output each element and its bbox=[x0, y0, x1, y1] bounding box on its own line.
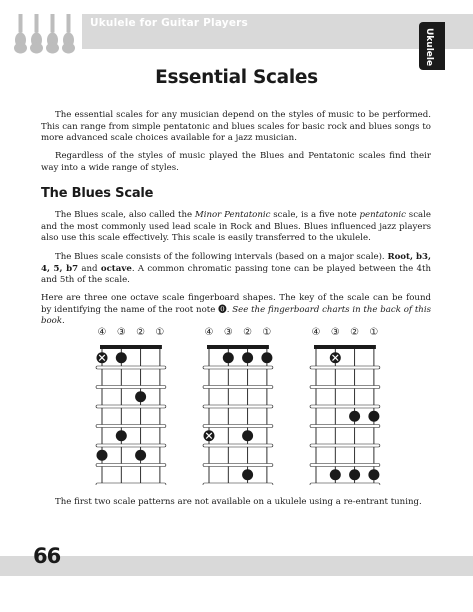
ukulele-icon bbox=[31, 14, 43, 53]
fret-line bbox=[203, 386, 273, 389]
nut-line bbox=[100, 345, 162, 349]
string-number-label: ① bbox=[369, 327, 379, 338]
scale-note-dot bbox=[116, 430, 127, 441]
fret-line bbox=[96, 366, 166, 369]
fret-line bbox=[96, 464, 166, 467]
fret-line bbox=[310, 386, 380, 389]
ukulele-icon bbox=[15, 14, 27, 53]
scale-note-dot bbox=[135, 450, 146, 461]
fret-line bbox=[203, 366, 273, 369]
string-number-label: ③ bbox=[116, 327, 126, 338]
ukulele-icons bbox=[12, 14, 82, 54]
fret-line bbox=[203, 405, 273, 408]
intro-paragraph-1: The essential scales for any musician depend on the styles of music to be performed. This can range from simple pentatonic and blues scales for basic rock and blues songs to more advanced scale choices available for a jazz musician. bbox=[41, 110, 431, 144]
ukulele-icon bbox=[47, 14, 59, 53]
string-number-label: ② bbox=[136, 327, 146, 338]
string-number-label: ① bbox=[262, 327, 272, 338]
footnote: The first two scale patterns are not available on a ukulele using a re-entrant tuning. bbox=[55, 497, 422, 507]
scale-note-dot bbox=[242, 430, 253, 441]
scale-note-dot bbox=[242, 352, 253, 363]
section-heading: The Blues Scale bbox=[41, 186, 154, 201]
string-number-label: ④ bbox=[311, 327, 321, 338]
fret-line bbox=[96, 405, 166, 408]
scale-note-dot bbox=[368, 469, 379, 480]
string-number-label: ② bbox=[243, 327, 253, 338]
fret-line bbox=[310, 464, 380, 467]
fret-line bbox=[310, 425, 380, 428]
ukulele-icon bbox=[63, 14, 75, 53]
scale-note-dot bbox=[330, 469, 341, 480]
string-number-label: ④ bbox=[204, 327, 214, 338]
page-title: Essential Scales bbox=[155, 67, 318, 88]
blues-paragraph-1: The Blues scale, also called the Minor Pentatonic scale, is a five note pentatonic scale and the most commonly used lead scale in Rock and Blues. Blues influenced jazz players also use this scale effectively. This scale is easily transferred to the ukulele. bbox=[41, 210, 431, 244]
nut-line bbox=[207, 345, 269, 349]
scale-note-dot bbox=[261, 352, 272, 363]
scale-note-dot bbox=[349, 469, 360, 480]
chapter-tab bbox=[419, 22, 445, 70]
fret-line bbox=[96, 483, 166, 485]
scale-note-dot bbox=[135, 391, 146, 402]
blues-paragraph-3: Here are three one octave scale fingerboard shapes. The key of the scale can be found by identifying the name of the root note ⓿. See the fingerboard charts in the back of this book. bbox=[41, 293, 431, 327]
fret-line bbox=[203, 444, 273, 447]
chapter-tab-label: Ukulele bbox=[424, 28, 434, 67]
fret-line bbox=[310, 483, 380, 485]
header-title: Ukulele for Guitar Players bbox=[90, 17, 248, 29]
intro-paragraph-2: Regardless of the styles of music played the Blues and Pentatonic scales find their way into a wide range of styles. bbox=[41, 151, 431, 173]
footer-band bbox=[0, 556, 473, 576]
fret-line bbox=[96, 444, 166, 447]
scale-note-dot bbox=[242, 469, 253, 480]
fret-line bbox=[203, 464, 273, 467]
string-number-label: ① bbox=[155, 327, 165, 338]
fret-line bbox=[203, 483, 273, 485]
scale-note-dot bbox=[223, 352, 234, 363]
fingerboard-diagrams bbox=[88, 323, 388, 485]
string-number-label: ④ bbox=[97, 327, 107, 338]
page-number: 66 bbox=[33, 544, 61, 568]
scale-note-dot bbox=[116, 352, 127, 363]
fret-line bbox=[310, 366, 380, 369]
fret-line bbox=[96, 425, 166, 428]
blues-paragraph-2: The Blues scale consists of the following intervals (based on a major scale). Root, b3, 4, 5, b7 and octave. A common chromatic passing tone can be played between the 4th and 5th of the scale. bbox=[41, 252, 432, 286]
fret-line bbox=[203, 425, 273, 428]
nut-line bbox=[314, 345, 376, 349]
string-number-label: ③ bbox=[223, 327, 233, 338]
fret-line bbox=[310, 444, 380, 447]
fret-line bbox=[96, 386, 166, 389]
scale-note-dot bbox=[368, 411, 379, 422]
fret-line bbox=[310, 405, 380, 408]
string-number-label: ② bbox=[350, 327, 360, 338]
scale-note-dot bbox=[97, 450, 108, 461]
string-number-label: ③ bbox=[330, 327, 340, 338]
scale-note-dot bbox=[349, 411, 360, 422]
